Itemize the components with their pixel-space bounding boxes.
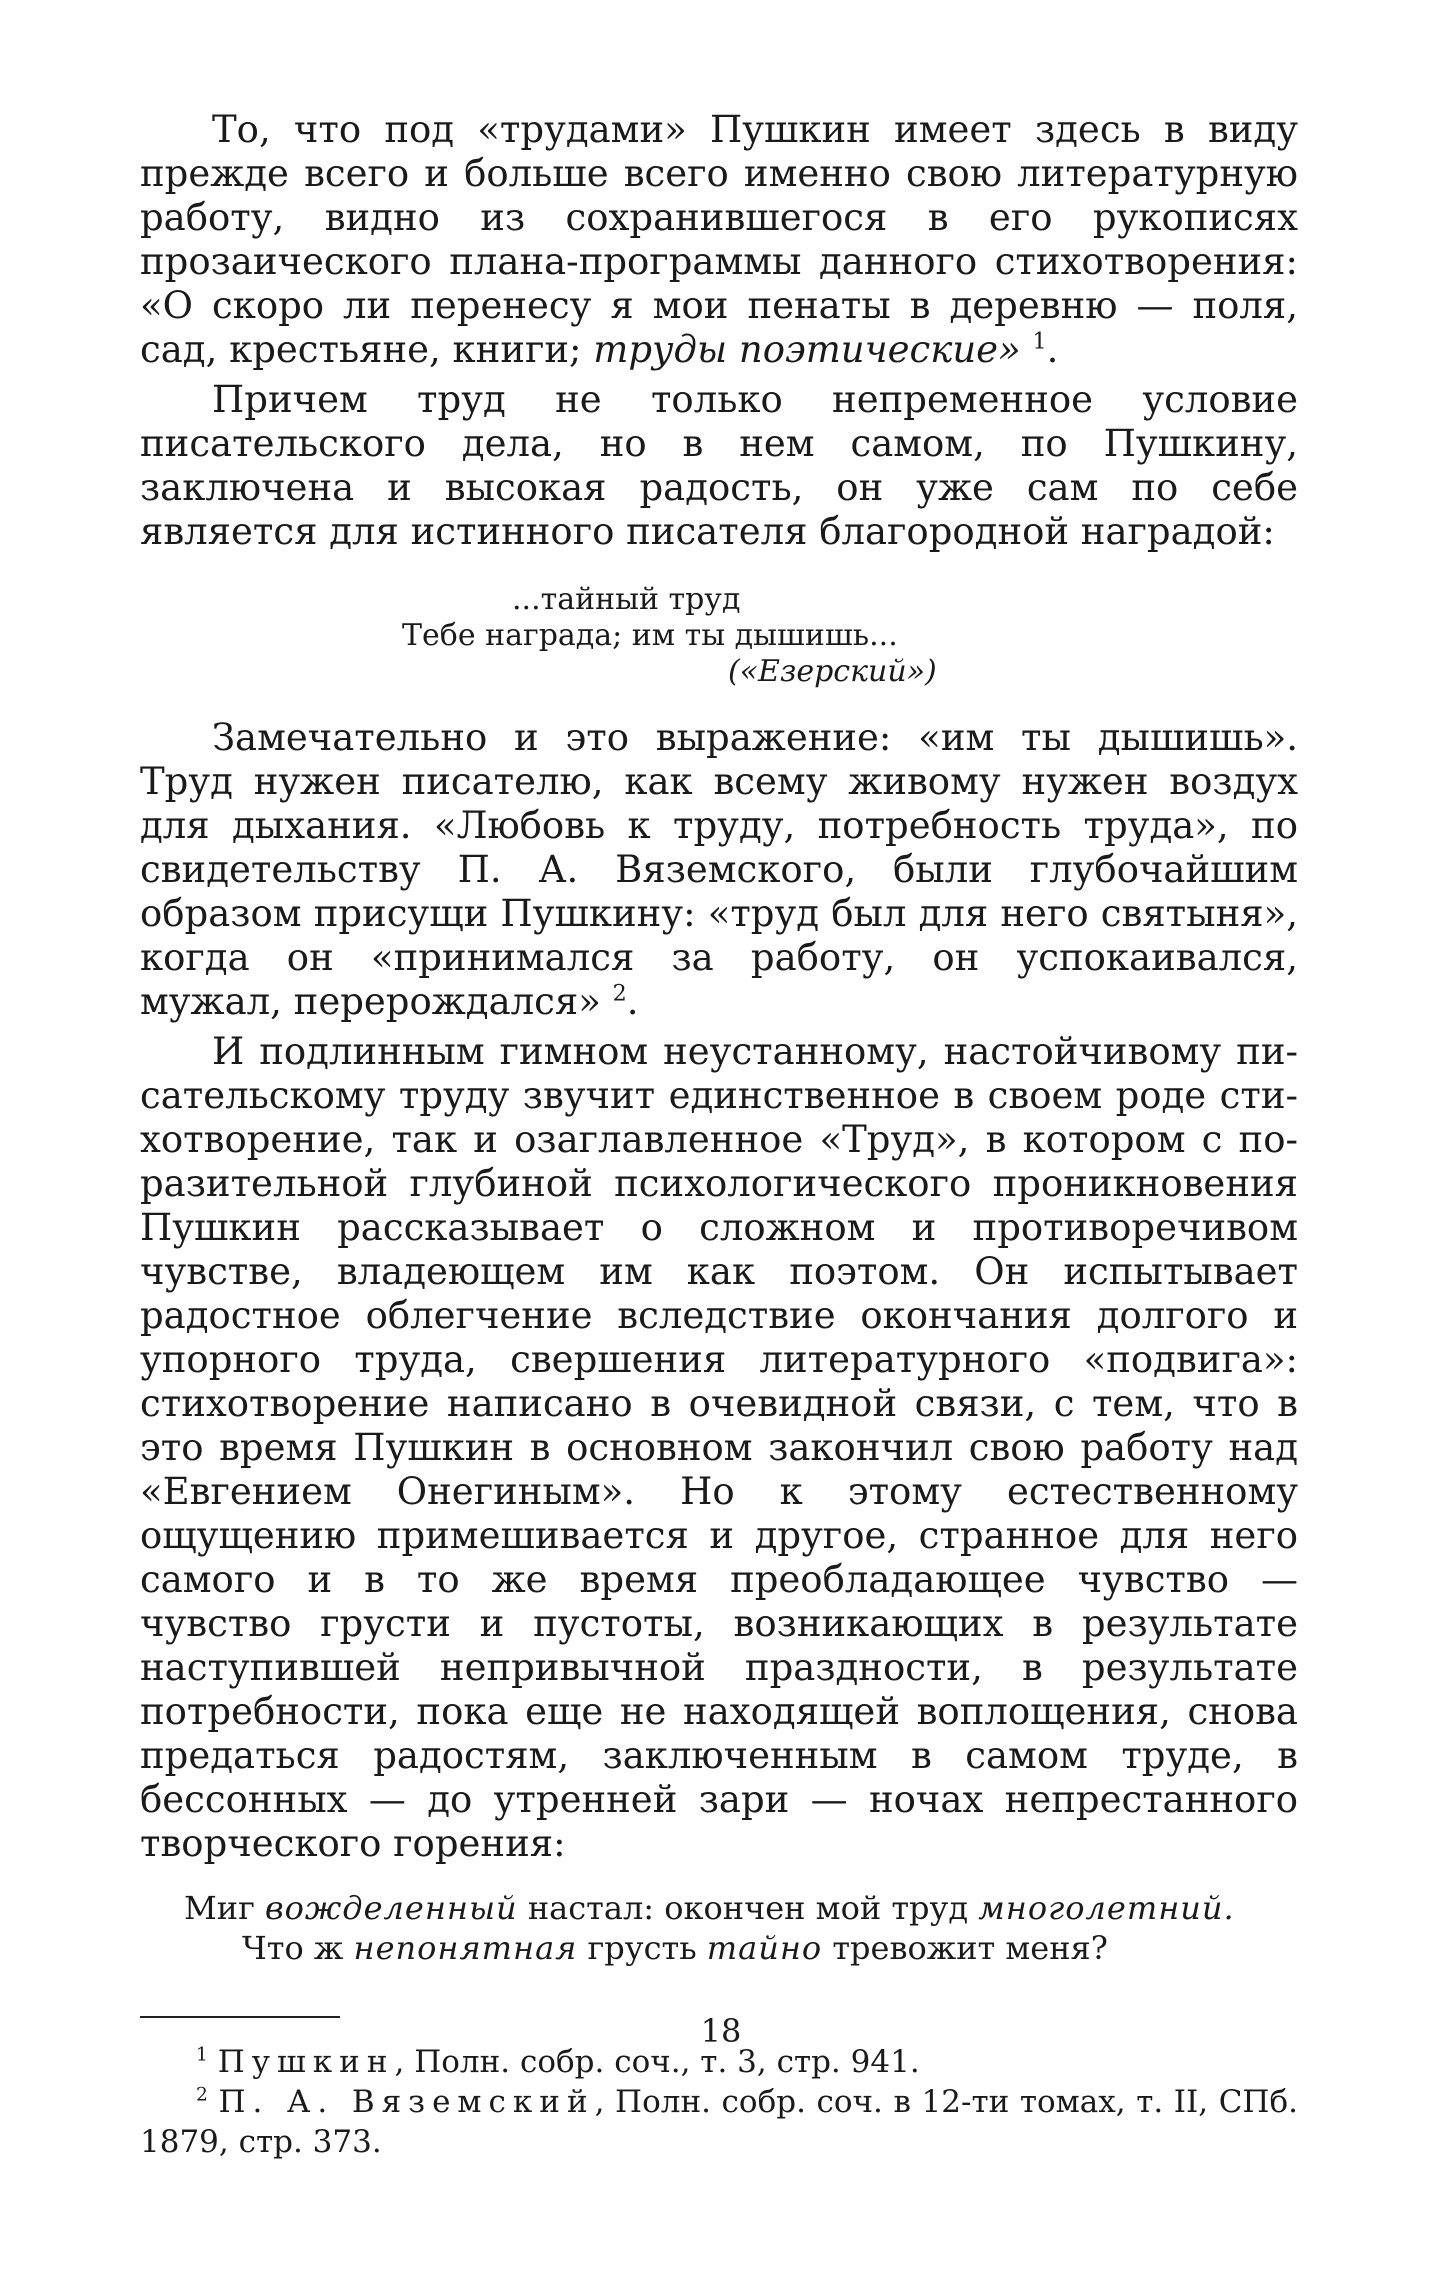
- verse-line-2-part: Что ж: [242, 1929, 354, 1967]
- footnote-2: [140, 2082, 1298, 2162]
- epigraph-line-2: Тебе награда; им ты дышишь...: [402, 618, 898, 653]
- page-number: 18: [700, 2012, 742, 2050]
- verse-line-2-part: грусть: [577, 1929, 707, 1967]
- verse-line-1-italic: вожделенный: [265, 1889, 518, 1927]
- paragraph-4: И подлинным гимном неустанному, настойчивому писательскому труду звучит единственное в своем роде стихотворение, так и озаглавленное «Труд», в котором с поразительной глубиной психологического проникновения Пушкин рассказывает о сложном и противоречивом чувстве, владеющем им как поэтом. Он испытывает радостное облегчение вследствие окончания долгого и упорного труда, свершения литературного «подвига»: стихотворение написано в очевидной связи, с тем, что в это время Пушкин в основном закончил свою работу над «Евгением Онегиным». Но к этому естественному ощущению примешивается и другое, странное для него самого и в то же время преобладающее чувство — чувство грусти и пустоты, возникающих в результате наступившей непривычной праздности, в результате потребности, пока еще не находящей воплощения, снова предаться радостям, заключенным в самом труде, в бессонных — до утренней зари — ночах непрестанного творческого горения:: [140, 1030, 1298, 1865]
- footnote-1-mark: 1: [196, 2044, 208, 2066]
- footnote-ref-2: 2: [612, 980, 627, 1007]
- epigraph-line-1: ...тайный труд: [512, 582, 741, 617]
- footnote-ref-1: 1: [1032, 328, 1047, 355]
- verse-line-2-italic: тайно: [706, 1929, 823, 1967]
- paragraph-1-text: То, что под «трудами» Пушкин имеет здесь в виду прежде всего и больше всего именно свою литературную работу, видно из сохранившегося в его рукописях прозаического плана-программы данного стихотворения: «О скоро ли перенесу я мои пенаты в деревню — поля, сад, крестьяне, книги;: [140, 108, 1298, 371]
- footnote-2-author: П. А. Вяземский: [218, 2084, 595, 2120]
- footnotes: [140, 2042, 1298, 2162]
- paragraph-3-end: .: [626, 980, 639, 1023]
- verse-line-2-part: тревожит меня?: [822, 1929, 1108, 1967]
- verse-line-2: [184, 1928, 1298, 1968]
- paragraph-1: [140, 108, 1298, 372]
- footnote-2-text: , Полн. собр. соч. в 12-ти томах, т. II, СПб. 1879, стр. 373.: [140, 2084, 1298, 2160]
- footnote-2-mark: 2: [196, 2084, 208, 2106]
- verse-line-1-part: Миг: [184, 1889, 266, 1927]
- verse-quote: [184, 1888, 1298, 1968]
- footnote-1-author: Пушкин: [217, 2044, 395, 2080]
- verse-line-1: [184, 1888, 1298, 1928]
- verse-line-2-italic: непонятная: [353, 1929, 578, 1967]
- epigraph-quote: [140, 582, 1298, 690]
- footnote-1-text: , Полн. собр. соч., т. 3, стр. 941.: [394, 2044, 920, 2080]
- paragraph-3-text: Замечательно и это выражение: «им ты дышишь». Труд нужен писателю, как всему живому нужен воздух для дыхания. «Любовь к труду, потребность труда», по свидетельству П. А. Вяземского, были глубочайшим образом присущи Пушкину: «труд был для него святыня», когда он «принимался за работу, он успокаивался, мужал, перерoждался»: [140, 716, 1298, 1023]
- verse-line-1-italic: многолетний.: [978, 1889, 1235, 1927]
- paragraph-3: [140, 716, 1298, 1024]
- paragraph-1-italic-quote: труды поэтические»: [593, 328, 1021, 371]
- epigraph-source: («Езерский»): [728, 654, 937, 689]
- paragraph-1-end: .: [1046, 328, 1059, 371]
- verse-line-1-part: настал: окончен мой труд: [517, 1889, 979, 1927]
- paragraph-2: Причем труд не только непременное условие писательского дела, но в нем самом, по Пушкину, заключена и высокая радость, он уже сам по себе является для истинного писателя благородной наградой:: [140, 378, 1298, 553]
